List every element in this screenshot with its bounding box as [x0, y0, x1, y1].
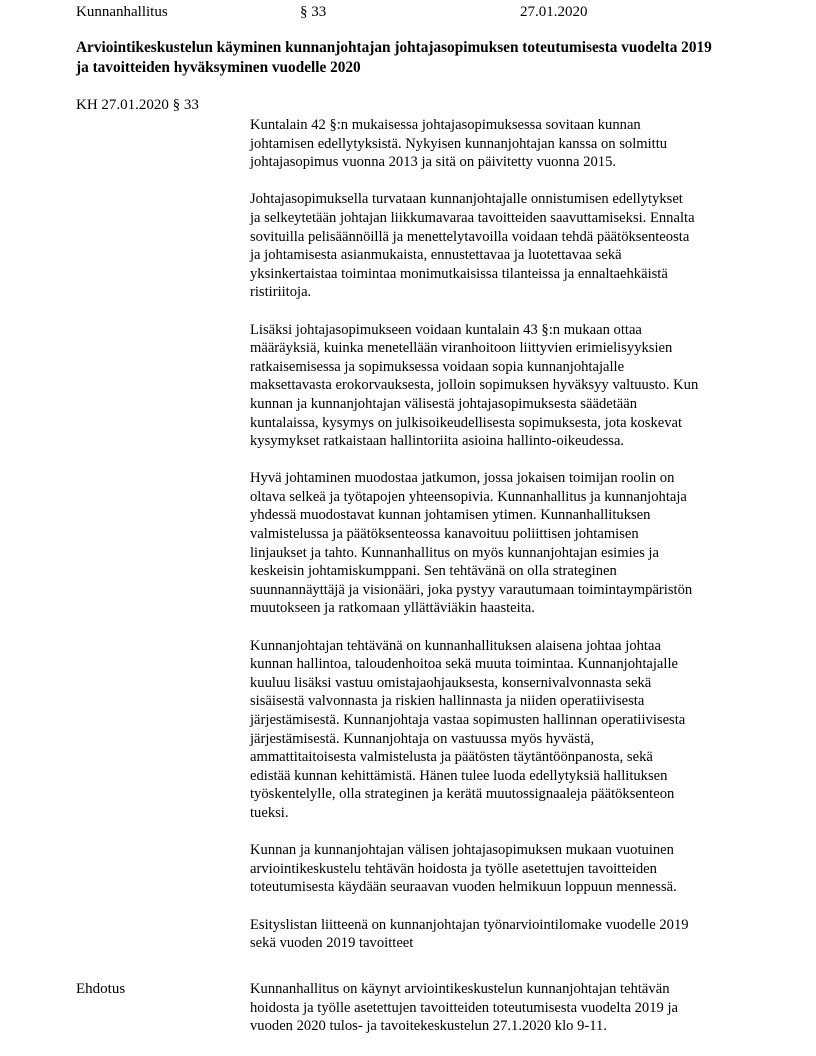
document-title: [76, 38, 796, 78]
paragraph-line: toteutumisesta käydään seuraavan vuoden helmikuun loppuun mennessä.: [250, 879, 677, 896]
paragraph-line: määräyksiä, kuinka menetellään viranhoitoon liittyvien erimielisyyksien: [250, 340, 673, 357]
paragraph-line: järjestämisestä. Kunnanjohtaja on vastuussa myös hyvästä,: [250, 730, 595, 747]
meeting-reference: KH 27.01.2020 § 33: [76, 97, 199, 113]
proposal-text: [250, 980, 770, 1036]
paragraph-line: Lisäksi johtajasopimukseen voidaan kuntalain 43 §:n mukaan ottaa: [250, 321, 642, 338]
paragraph-line: valmistelussa ja päätöksenteossa kanavoituu poliittisen johtamisen: [250, 526, 639, 543]
paragraph: [250, 116, 770, 172]
paragraph-line: tueksi.: [250, 804, 289, 821]
paragraph-line: kunnan hallintoa, taloudenhoitoa sekä muuta toimintaa. Kunnanjohtajalle: [250, 656, 678, 673]
paragraph-line: ratkaisemisessa ja sopimuksessa voidaan sopia kunnanjohtajalle: [250, 358, 625, 375]
paragraph-line: Kunnanjohtajan tehtävänä on kunnanhallituksen alaisena johtaa johtaa: [250, 637, 661, 654]
title-line: ja tavoitteiden hyväksyminen vuodelle 2020: [76, 59, 361, 76]
proposal-line: hoidosta ja työlle asetettujen tavoitteiden toteutumisesta vuodelta 2019 ja: [250, 999, 678, 1016]
proposal-line: vuoden 2020 tulos- ja tavoitekeskustelun 27.1.2020 klo 9-11.: [250, 1018, 607, 1035]
paragraph-line: Hyvä johtaminen muodostaa jatkumon, jossa jokaisen toimijan roolin on: [250, 470, 675, 487]
paragraph-line: Johtajasopimuksella turvataan kunnanjohtajalle onnistumisen edellytykset: [250, 191, 683, 208]
paragraph-line: Esityslistan liitteenä on kunnanjohtajan työnarviointilomake vuodelle 2019: [250, 916, 689, 933]
header-section-number: § 33: [300, 4, 327, 20]
paragraph: [250, 637, 770, 823]
paragraph-line: ja johtamisesta asianmukaista, ennustettavaa ja luotettavaa sekä: [250, 247, 622, 264]
paragraph-line: oltava selkeä ja työtapojen yhteensopivia. Kunnanhallitus ja kunnanjohtaja: [250, 488, 687, 505]
paragraph-line: sekä vuoden 2019 tavoitteet: [250, 935, 414, 952]
proposal-line: Kunnanhallitus on käynyt arviointikeskustelun kunnanjohtajan tehtävän: [250, 981, 670, 997]
paragraph-line: ristiriitoja.: [250, 284, 312, 301]
body-text: [250, 116, 770, 971]
paragraph-line: sisäisestä valvonnasta ja riskien hallinnasta ja niiden operatiivisesta: [250, 693, 645, 710]
paragraph-line: johtajasopimus vuonna 2013 ja sitä on päivitetty vuonna 2015.: [250, 154, 617, 171]
paragraph-line: työskentelylle, olla strateginen ja kerätä muutossignaaleja päätöksenteon: [250, 786, 675, 803]
paragraph: [250, 190, 770, 302]
paragraph-line: järjestämisestä. Kunnanjohtaja vastaa sopimusten hallinnan operatiivisesta: [250, 712, 686, 728]
paragraph-line: kuntalaissa, kysymys on julkisoikeudellisesta sopimuksesta, jota koskevat: [250, 414, 683, 431]
proposal-label: Ehdotus: [76, 981, 126, 997]
paragraph: [250, 321, 770, 451]
paragraph-line: muutokseen ja ratkomaan yllättäviäkin haasteita.: [250, 600, 535, 617]
paragraph-line: sovituilla pelisäännöillä ja menettelytavoilla voidaan tehdä päätöksenteosta: [250, 228, 690, 245]
paragraph-line: kuuluu lisäksi vastuu omistajaohjauksesta, konsernivalvonnasta sekä: [250, 674, 652, 691]
paragraph-line: suunnannäyttäjä ja visionääri, joka pystyy varautumaan toimintaympäristön: [250, 581, 693, 598]
paragraph-line: johtamisen edellytyksistä. Nykyisen kunnanjohtajan kanssa on solmittu: [250, 135, 668, 152]
paragraph-line: edistää kunnan kehittämistä. Hänen tulee luoda edellytyksiä hallituksen: [250, 767, 668, 784]
paragraph-line: keskeisin johtamiskumppani. Sen tehtävänä on olla strateginen: [250, 563, 617, 580]
paragraph: [250, 916, 770, 953]
header-date: 27.01.2020: [520, 4, 588, 20]
paragraph-line: linjaukset ja tahto. Kunnanhallitus on myös kunnanjohtajan esimies ja: [250, 544, 659, 561]
paragraph-line: ammattitaitoisesta valmistelusta ja päätösten täytäntöönpanosta, sekä: [250, 749, 653, 766]
paragraph-line: arviointikeskustelu tehtävän hoidosta ja työlle asetettujen tavoitteiden: [250, 860, 657, 877]
paragraph-line: yhdessä muodostavat kunnan johtamisen ytimen. Kunnanhallituksen: [250, 507, 651, 524]
paragraph-line: kunnan ja kunnanjohtajan välisestä johtajasopimuksesta säädetään: [250, 395, 638, 412]
title-line: Arviointikeskustelun käyminen kunnanjohtajan johtajasopimuksen toteutumisesta vuodelta 2019: [76, 39, 712, 56]
paragraph: [250, 841, 770, 897]
paragraph-line: maksettavasta erokorvauksesta, jolloin sopimuksen hyväksyy valtuusto. Kun: [250, 377, 699, 394]
header-body-name: Kunnanhallitus: [76, 4, 168, 20]
paragraph-line: Kuntalain 42 §:n mukaisessa johtajasopimuksessa sovitaan kunnan: [250, 117, 641, 133]
paragraph-line: kysymykset ratkaistaan hallintoriita asioina hallinto-oikeudessa.: [250, 433, 625, 450]
paragraph-line: yksinkertaistaa toimintaa monimutkaisissa tilanteissa ja ennaltaehkäistä: [250, 265, 668, 282]
paragraph: [250, 469, 770, 618]
paragraph-line: Kunnan ja kunnanjohtajan välisen johtajasopimuksen mukaan vuotuinen: [250, 842, 674, 859]
paragraph-line: ja selkeytetään johtajan liikkumavaraa tavoitteiden saavuttamiseksi. Ennalta: [250, 209, 695, 226]
